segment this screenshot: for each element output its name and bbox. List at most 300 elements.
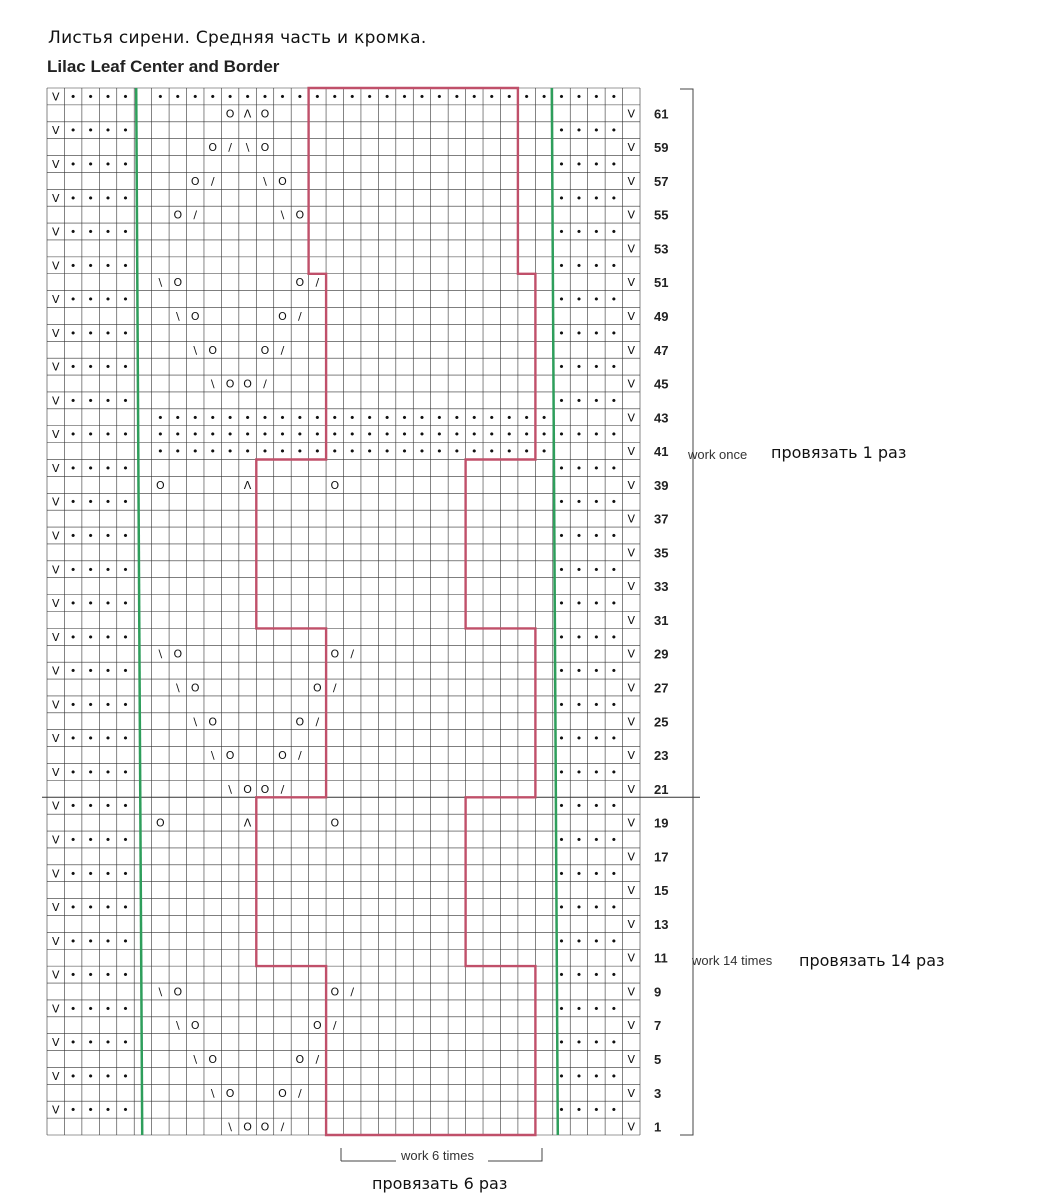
slip-stitch: V: [51, 630, 60, 644]
ssk-decrease: \: [210, 377, 215, 391]
slip-stitch: V: [51, 461, 60, 475]
yarn-over: O: [190, 681, 200, 695]
slip-stitch: V: [627, 884, 636, 898]
slip-stitch: V: [627, 1053, 636, 1067]
purl-stitch: •: [122, 1036, 129, 1050]
purl-stitch: •: [610, 495, 618, 509]
row-number: 37: [654, 511, 669, 527]
yarn-over: O: [278, 309, 287, 323]
purl-stitch: •: [69, 428, 77, 442]
purl-stitch: •: [558, 428, 565, 442]
row-number: 11: [654, 950, 668, 966]
purl-stitch: •: [610, 630, 618, 644]
purl-stitch: •: [104, 934, 112, 948]
purl-stitch: •: [104, 225, 112, 239]
purl-stitch: •: [157, 411, 164, 425]
purl-stitch: •: [558, 563, 565, 577]
purl-stitch: •: [610, 833, 618, 847]
purl-stitch: •: [122, 732, 129, 746]
purl-stitch: •: [593, 698, 600, 712]
purl-stitch: •: [575, 833, 583, 847]
purl-stitch: •: [471, 90, 478, 104]
chart-title-russian: Листья сирени. Средняя часть и кромка.: [48, 28, 427, 48]
k2tog-decrease: /: [280, 1120, 285, 1134]
purl-stitch: •: [348, 428, 356, 442]
purl-stitch: •: [104, 968, 112, 982]
purl-stitch: •: [104, 191, 112, 205]
purl-stitch: •: [69, 326, 77, 340]
ssk-decrease: \: [193, 1053, 198, 1067]
purl-stitch: •: [69, 799, 77, 813]
purl-stitch: •: [122, 833, 129, 847]
purl-stitch: •: [174, 411, 182, 425]
purl-stitch: •: [122, 597, 129, 611]
slip-stitch: V: [627, 445, 636, 459]
purl-stitch: •: [87, 1036, 94, 1050]
purl-stitch: •: [69, 124, 77, 138]
purl-stitch: •: [209, 90, 216, 104]
purl-stitch: •: [610, 428, 618, 442]
purl-stitch: •: [87, 495, 94, 509]
purl-stitch: •: [104, 597, 112, 611]
purl-stitch: •: [558, 1069, 565, 1083]
purl-stitch: •: [104, 124, 112, 138]
purl-stitch: •: [558, 529, 565, 543]
purl-stitch: •: [558, 664, 565, 678]
purl-stitch: •: [575, 597, 583, 611]
purl-stitch: •: [575, 901, 583, 915]
yarn-over: O: [208, 715, 218, 729]
purl-stitch: •: [69, 360, 77, 374]
slip-stitch: V: [51, 428, 60, 442]
purl-stitch: •: [383, 411, 391, 425]
purl-stitch: •: [593, 833, 600, 847]
purl-stitch: •: [593, 259, 600, 273]
ssk-decrease: \: [175, 681, 180, 695]
purl-stitch: •: [575, 461, 583, 475]
purl-stitch: •: [505, 445, 513, 459]
purl-stitch: •: [471, 445, 478, 459]
purl-stitch: •: [575, 293, 583, 307]
purl-stitch: •: [610, 124, 618, 138]
purl-stitch: •: [87, 968, 94, 982]
purl-stitch: •: [593, 563, 600, 577]
purl-stitch: •: [593, 293, 600, 307]
purl-stitch: •: [610, 597, 618, 611]
slip-stitch: V: [627, 613, 636, 627]
yarn-over: O: [260, 343, 270, 357]
purl-stitch: •: [558, 732, 565, 746]
ssk-decrease: \: [280, 208, 285, 222]
purl-stitch: •: [558, 293, 565, 307]
purl-stitch: •: [593, 326, 600, 340]
slip-stitch: V: [627, 1120, 636, 1134]
purl-stitch: •: [122, 934, 129, 948]
purl-stitch: •: [174, 445, 182, 459]
purl-stitch: •: [244, 445, 251, 459]
yarn-over: O: [295, 715, 305, 729]
purl-stitch: •: [593, 732, 600, 746]
slip-stitch: V: [51, 394, 60, 408]
slip-stitch: V: [627, 1086, 636, 1100]
slip-stitch: V: [51, 1036, 60, 1050]
purl-stitch: •: [575, 664, 583, 678]
purl-stitch: •: [401, 445, 408, 459]
purl-stitch: •: [418, 428, 426, 442]
k2tog-decrease: /: [298, 1086, 302, 1100]
yarn-over: O: [295, 1053, 305, 1067]
purl-stitch: •: [244, 90, 251, 104]
yarn-over: O: [156, 816, 165, 830]
purl-stitch: •: [69, 1002, 77, 1016]
purl-stitch: •: [575, 259, 583, 273]
slip-stitch: V: [51, 901, 60, 915]
row-number: 45: [654, 376, 669, 392]
k2tog-decrease: /: [298, 749, 302, 763]
purl-stitch: •: [87, 394, 94, 408]
purl-stitch: •: [122, 461, 129, 475]
yarn-over: O: [243, 1120, 252, 1134]
purl-stitch: •: [593, 360, 600, 374]
purl-stitch: •: [610, 259, 618, 273]
purl-stitch: •: [174, 428, 182, 442]
row-number: 15: [654, 883, 669, 899]
purl-stitch: •: [104, 495, 112, 509]
row-number: 59: [654, 140, 669, 156]
purl-stitch: •: [157, 445, 164, 459]
purl-stitch: •: [104, 799, 112, 813]
slip-stitch: V: [627, 411, 636, 425]
purl-stitch: •: [69, 597, 77, 611]
purl-stitch: •: [104, 765, 112, 779]
purl-stitch: •: [593, 1002, 600, 1016]
purl-stitch: •: [209, 445, 216, 459]
ssk-decrease: \: [175, 1019, 180, 1033]
purl-stitch: •: [505, 90, 513, 104]
purl-stitch: •: [488, 428, 495, 442]
ssk-decrease: \: [210, 1086, 215, 1100]
row-number: 27: [654, 680, 669, 696]
purl-stitch: •: [104, 293, 112, 307]
purl-stitch: •: [69, 1103, 77, 1117]
row-number: 3: [654, 1085, 662, 1101]
purl-stitch: •: [69, 901, 77, 915]
slip-stitch: V: [51, 529, 60, 543]
purl-stitch: •: [610, 90, 618, 104]
purl-stitch: •: [122, 225, 129, 239]
purl-stitch: •: [122, 1103, 129, 1117]
purl-stitch: •: [593, 934, 600, 948]
purl-stitch: •: [593, 90, 600, 104]
purl-stitch: •: [558, 259, 565, 273]
slip-stitch: V: [51, 867, 60, 881]
purl-stitch: •: [122, 326, 129, 340]
work-6-label-ru: провязать 6 раз: [372, 1174, 508, 1193]
purl-stitch: •: [87, 157, 94, 171]
yarn-over: O: [225, 107, 235, 121]
purl-stitch: •: [575, 191, 583, 205]
purl-stitch: •: [244, 411, 251, 425]
purl-stitch: •: [453, 411, 461, 425]
row-number: 19: [654, 815, 669, 831]
purl-stitch: •: [575, 732, 583, 746]
purl-stitch: •: [401, 428, 408, 442]
yarn-over: O: [295, 276, 305, 290]
purl-stitch: •: [593, 529, 600, 543]
purl-stitch: •: [87, 597, 94, 611]
purl-stitch: •: [87, 529, 94, 543]
purl-stitch: •: [104, 664, 112, 678]
purl-stitch: •: [558, 225, 565, 239]
slip-stitch: V: [627, 985, 636, 999]
yarn-over: O: [260, 1120, 270, 1134]
slip-stitch: V: [51, 833, 60, 847]
purl-stitch: •: [192, 90, 199, 104]
purl-stitch: •: [122, 259, 129, 273]
slip-stitch: V: [51, 765, 60, 779]
slip-stitch: V: [627, 242, 636, 256]
purl-stitch: •: [558, 191, 565, 205]
purl-stitch: •: [610, 563, 618, 577]
row-number: 29: [654, 646, 669, 662]
purl-stitch: •: [87, 1069, 94, 1083]
row-number: 25: [654, 714, 669, 730]
yarn-over: O: [190, 1019, 200, 1033]
purl-stitch: •: [436, 428, 443, 442]
purl-stitch: •: [226, 428, 234, 442]
purl-stitch: •: [104, 1036, 112, 1050]
purl-stitch: •: [610, 968, 618, 982]
purl-stitch: •: [610, 867, 618, 881]
purl-stitch: •: [558, 765, 565, 779]
row-number: 21: [654, 781, 669, 797]
purl-stitch: •: [69, 698, 77, 712]
purl-stitch: •: [593, 225, 600, 239]
purl-stitch: •: [348, 90, 356, 104]
yarn-over: O: [313, 681, 322, 695]
slip-stitch: V: [627, 580, 636, 594]
purl-stitch: •: [331, 411, 339, 425]
purl-stitch: •: [244, 428, 251, 442]
work-once-label-ru: провязать 1 раз: [771, 443, 907, 462]
k2tog-decrease: /: [315, 276, 320, 290]
purl-stitch: •: [610, 225, 618, 239]
purl-stitch: •: [610, 765, 618, 779]
k2tog-decrease: /: [315, 1053, 320, 1067]
purl-stitch: •: [87, 664, 94, 678]
row-number: 31: [654, 612, 669, 628]
purl-stitch: •: [610, 1103, 618, 1117]
slip-stitch: V: [627, 512, 636, 526]
ssk-decrease: \: [175, 309, 180, 323]
purl-stitch: •: [540, 90, 548, 104]
yarn-over: O: [173, 276, 183, 290]
purl-stitch: •: [575, 563, 583, 577]
purl-stitch: •: [366, 445, 373, 459]
purl-stitch: •: [296, 411, 304, 425]
row-number: 23: [654, 748, 669, 764]
purl-stitch: •: [593, 765, 600, 779]
yarn-over: O: [208, 343, 218, 357]
purl-stitch: •: [505, 428, 513, 442]
purl-stitch: •: [610, 529, 618, 543]
k2tog-decrease: /: [280, 782, 285, 796]
purl-stitch: •: [157, 90, 164, 104]
slip-stitch: V: [51, 259, 60, 273]
slip-stitch: V: [51, 124, 60, 138]
purl-stitch: •: [558, 1103, 565, 1117]
purl-stitch: •: [331, 445, 339, 459]
purl-stitch: •: [575, 698, 583, 712]
purl-stitch: •: [558, 698, 565, 712]
purl-stitch: •: [104, 1103, 112, 1117]
purl-stitch: •: [610, 1069, 618, 1083]
purl-stitch: •: [314, 428, 321, 442]
slip-stitch: V: [627, 107, 636, 121]
purl-stitch: •: [575, 1103, 583, 1117]
row-number: 35: [654, 545, 669, 561]
purl-stitch: •: [488, 411, 495, 425]
slip-stitch: V: [627, 749, 636, 763]
yarn-over: O: [225, 749, 235, 763]
purl-stitch: •: [366, 411, 373, 425]
purl-stitch: •: [104, 833, 112, 847]
purl-stitch: •: [558, 901, 565, 915]
purl-stitch: •: [610, 326, 618, 340]
yarn-over: O: [330, 985, 340, 999]
purl-stitch: •: [593, 968, 600, 982]
yarn-over: O: [208, 141, 218, 155]
purl-stitch: •: [575, 630, 583, 644]
purl-stitch: •: [209, 428, 216, 442]
purl-stitch: •: [471, 411, 478, 425]
purl-stitch: •: [610, 732, 618, 746]
purl-stitch: •: [87, 867, 94, 881]
slip-stitch: V: [627, 816, 636, 830]
purl-stitch: •: [69, 461, 77, 475]
purl-stitch: •: [279, 428, 286, 442]
row-number: 53: [654, 241, 669, 257]
purl-stitch: •: [122, 563, 129, 577]
purl-stitch: •: [104, 259, 112, 273]
purl-stitch: •: [558, 968, 565, 982]
purl-stitch: •: [104, 698, 112, 712]
purl-stitch: •: [226, 411, 234, 425]
purl-stitch: •: [558, 833, 565, 847]
purl-stitch: •: [575, 867, 583, 881]
purl-stitch: •: [122, 1069, 129, 1083]
purl-stitch: •: [575, 968, 583, 982]
purl-stitch: •: [69, 1069, 77, 1083]
k2tog-decrease: /: [315, 715, 320, 729]
row-number: 5: [654, 1052, 662, 1068]
slip-stitch: V: [51, 1103, 60, 1117]
slip-stitch: V: [627, 478, 636, 492]
purl-stitch: •: [593, 394, 600, 408]
row-number: 51: [654, 275, 669, 291]
purl-stitch: •: [104, 461, 112, 475]
purl-stitch: •: [279, 90, 286, 104]
slip-stitch: V: [51, 1002, 60, 1016]
purl-stitch: •: [69, 495, 77, 509]
k2tog-decrease: /: [350, 647, 355, 661]
purl-stitch: •: [87, 1103, 94, 1117]
purl-stitch: •: [558, 867, 565, 881]
k2tog-decrease: /: [210, 174, 215, 188]
slip-stitch: V: [627, 782, 636, 796]
slip-stitch: V: [627, 377, 636, 391]
purl-stitch: •: [87, 732, 94, 746]
purl-stitch: •: [314, 445, 321, 459]
purl-stitch: •: [401, 90, 408, 104]
ssk-decrease: \: [158, 647, 163, 661]
row-numbers: [654, 106, 668, 1134]
slip-stitch: V: [627, 276, 636, 290]
ssk-decrease: \: [193, 343, 198, 357]
purl-stitch: •: [523, 445, 530, 459]
purl-stitch: •: [540, 411, 548, 425]
purl-stitch: •: [122, 360, 129, 374]
ssk-decrease: \: [210, 749, 215, 763]
purl-stitch: •: [610, 394, 618, 408]
yarn-over: O: [225, 377, 235, 391]
row-number: 1: [654, 1119, 662, 1135]
purl-stitch: •: [87, 428, 94, 442]
yarn-over: O: [173, 208, 183, 222]
purl-stitch: •: [69, 833, 77, 847]
purl-stitch: •: [593, 901, 600, 915]
slip-stitch: V: [627, 309, 636, 323]
purl-stitch: •: [575, 529, 583, 543]
slip-stitch: V: [627, 174, 636, 188]
purl-stitch: •: [558, 495, 565, 509]
purl-stitch: •: [69, 157, 77, 171]
purl-stitch: •: [314, 90, 321, 104]
purl-stitch: •: [69, 934, 77, 948]
purl-stitch: •: [69, 259, 77, 273]
row-number: 47: [654, 342, 669, 358]
purl-stitch: •: [104, 326, 112, 340]
k2tog-decrease: /: [263, 377, 267, 391]
yarn-over: O: [173, 647, 183, 661]
purl-stitch: •: [575, 1036, 583, 1050]
purl-stitch: •: [69, 968, 77, 982]
purl-stitch: •: [69, 293, 77, 307]
slip-stitch: V: [51, 495, 60, 509]
purl-stitch: •: [122, 495, 129, 509]
row-number: 55: [654, 207, 669, 223]
purl-stitch: •: [261, 411, 269, 425]
rows-bracket: [680, 89, 693, 1135]
yarn-over: O: [330, 478, 340, 492]
slip-stitch: V: [51, 157, 60, 171]
purl-stitch: •: [69, 867, 77, 881]
k2tog-decrease: /: [193, 208, 198, 222]
purl-stitch: •: [192, 411, 199, 425]
purl-stitch: •: [69, 732, 77, 746]
yarn-over: O: [260, 141, 270, 155]
purl-stitch: •: [558, 90, 565, 104]
purl-stitch: •: [558, 461, 565, 475]
purl-stitch: •: [558, 360, 565, 374]
purl-stitch: •: [209, 411, 216, 425]
purl-stitch: •: [575, 1002, 583, 1016]
ssk-decrease: \: [245, 141, 250, 155]
purl-stitch: •: [314, 411, 321, 425]
purl-stitch: •: [261, 428, 269, 442]
row-number: 61: [654, 106, 669, 122]
purl-stitch: •: [436, 445, 443, 459]
